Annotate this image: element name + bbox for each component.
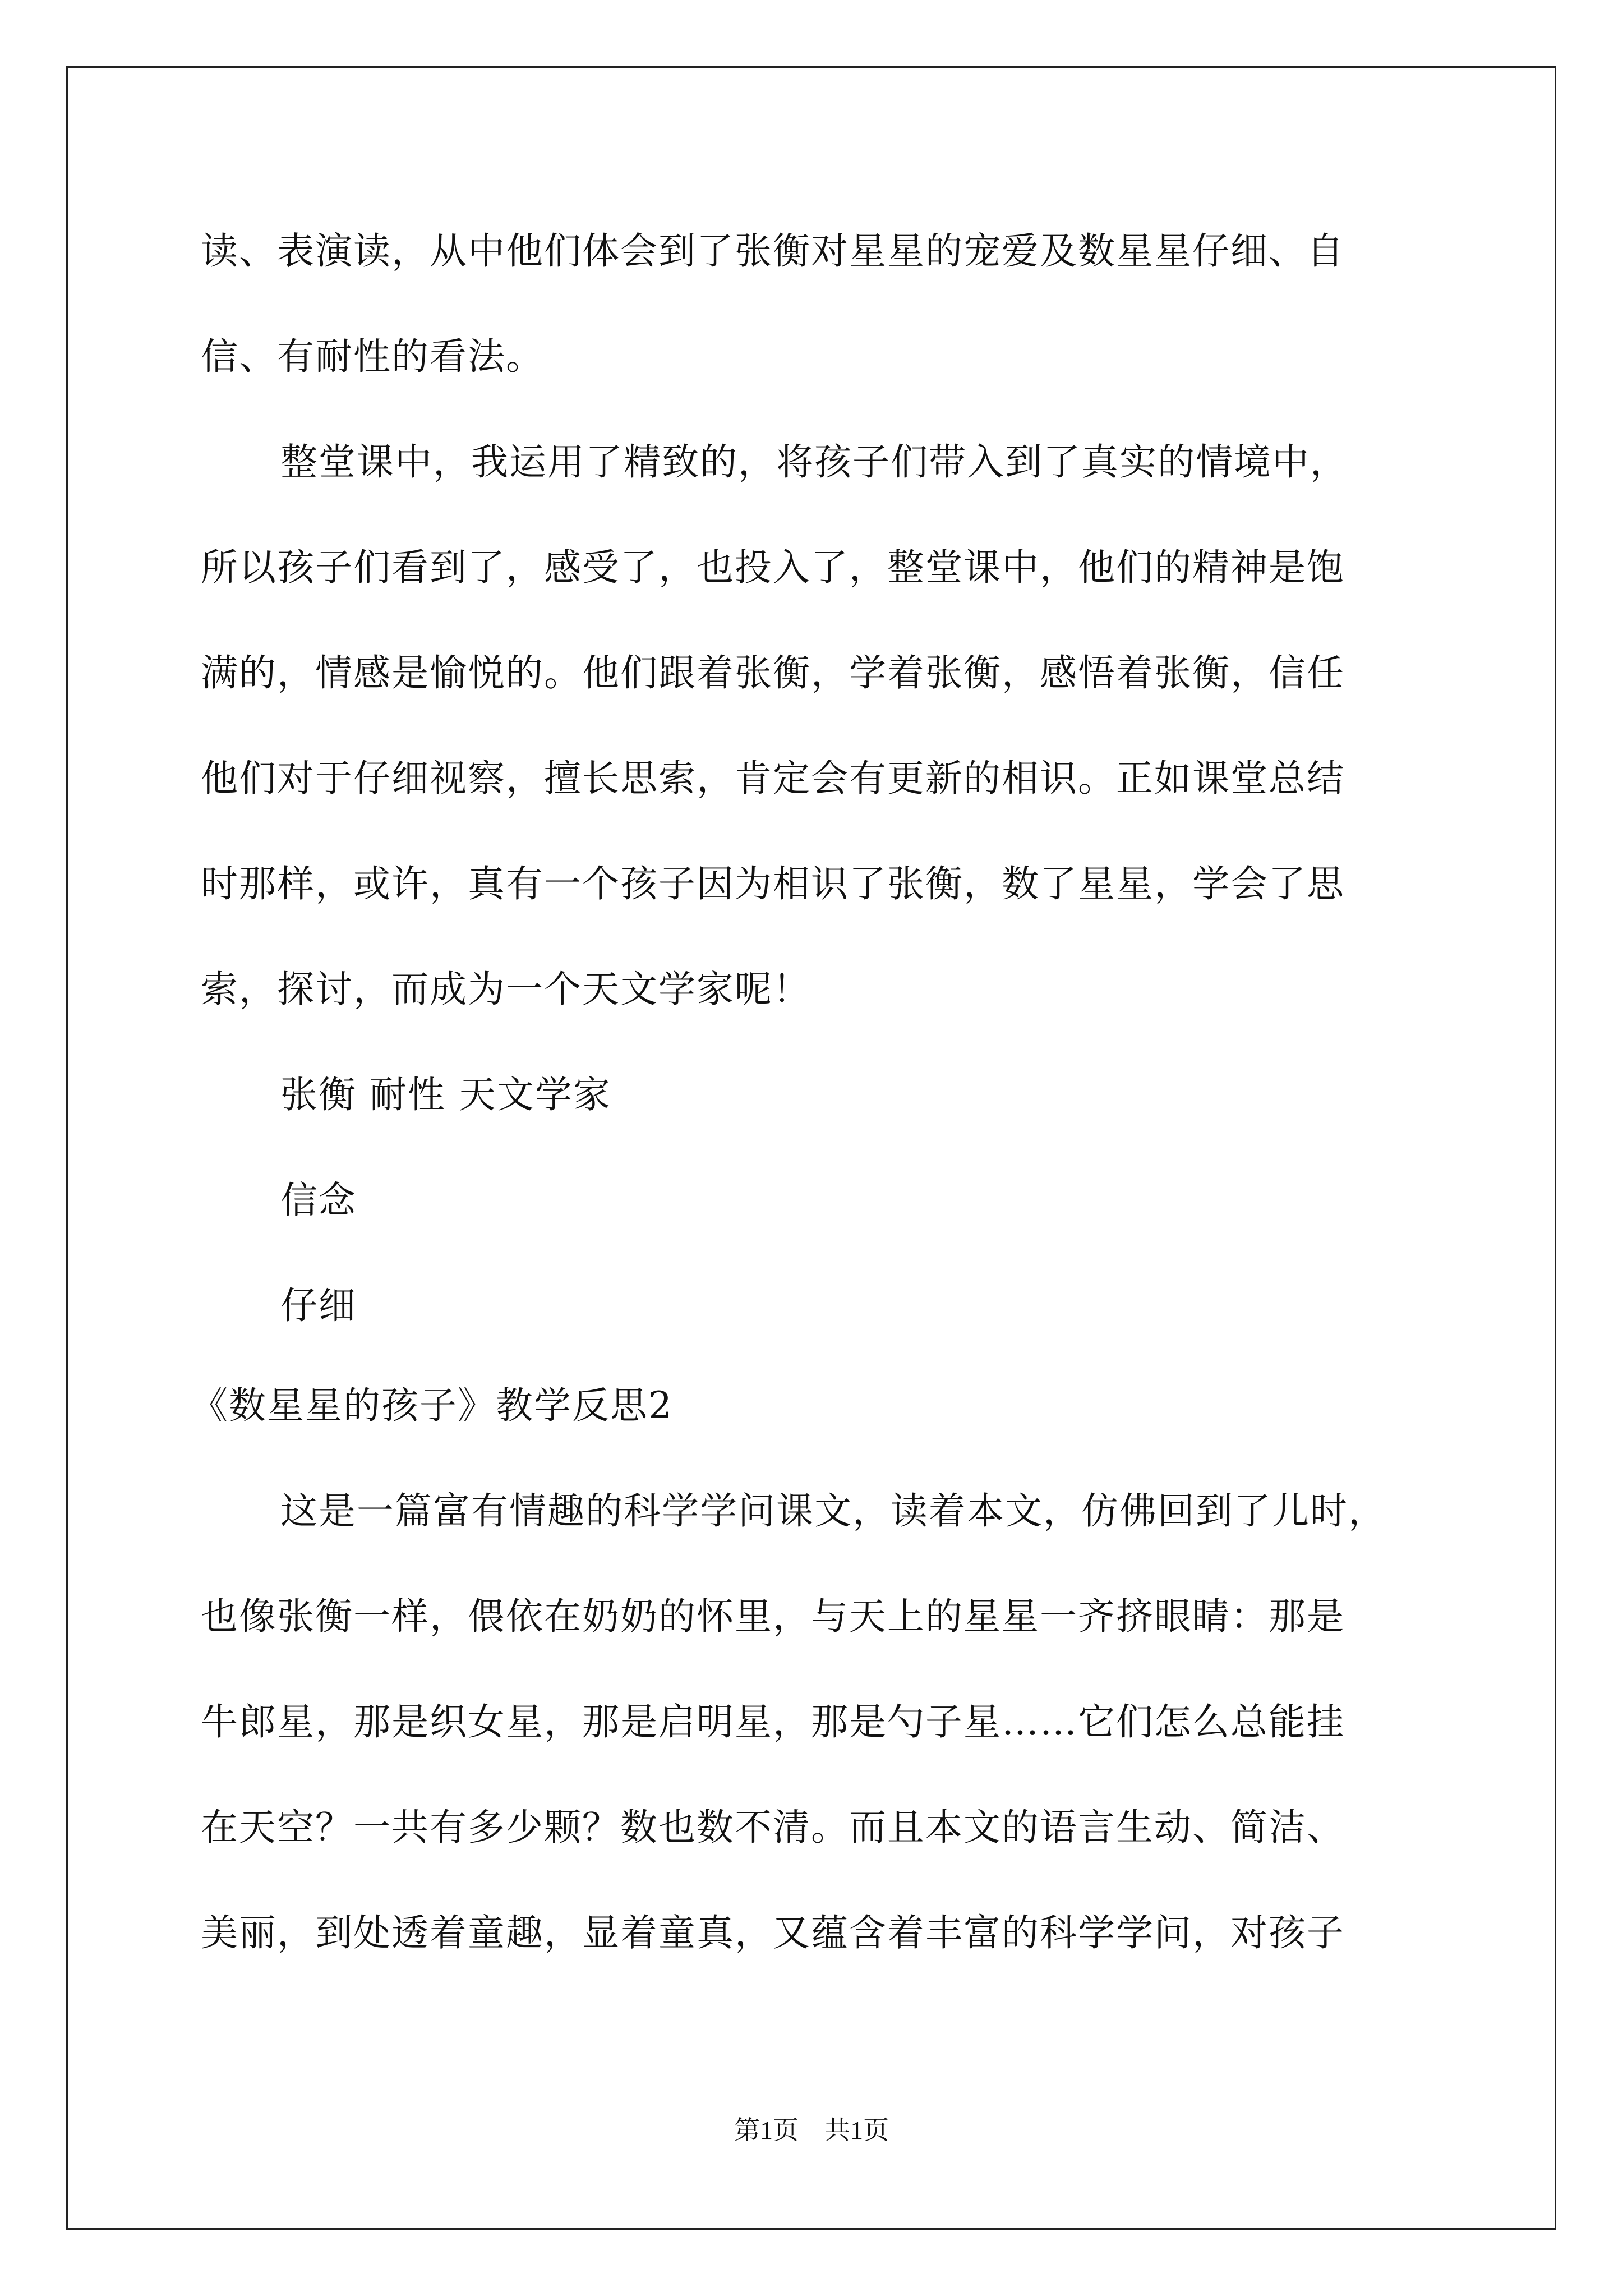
page-border	[66, 66, 1556, 2230]
paragraph-line: 这是一篇富有情趣的科学学问课文，读着本文，仿佛回到了儿时，	[280, 1489, 1386, 1533]
paragraph-line: 所以孩子们看到了，感受了，也投入了，整堂课中，他们的精神是饱	[201, 546, 1345, 589]
section-title: 《数星星的孩子》教学反思2	[191, 1384, 673, 1427]
paragraph-line: 美丽，到处透着童趣，显着童真，又蕴含着丰富的科学学问，对孩子	[201, 1911, 1345, 1954]
paragraph-line: 满的，情感是愉悦的。他们跟着张衡，学着张衡，感悟着张衡，信任	[201, 651, 1345, 694]
paragraph-line: 时那样，或许，真有一个孩子因为相识了张衡，数了星星，学会了思	[201, 862, 1345, 905]
keyword-line: 张衡 耐性 天文学家	[280, 1073, 611, 1116]
paragraph-line: 牛郎星，那是织女星，那是启明星，那是勺子星……它们怎么总能挂	[201, 1700, 1345, 1743]
paragraph-line: 索，探讨，而成为一个天文学家呢！	[201, 968, 811, 1011]
paragraph-line: 信、有耐性的看法。	[201, 335, 544, 378]
paragraph-line: 也像张衡一样，偎依在奶奶的怀里，与天上的星星一齐挤眼睛：那是	[201, 1595, 1345, 1638]
paragraph-line: 整堂课中，我运用了精致的，将孩子们带入到了真实的情境中，	[280, 440, 1348, 484]
page-footer: 第1页 共1页	[734, 2116, 889, 2145]
paragraph-line: 在天空？一共有多少颗？数也数不清。而且本文的语言生动、简洁、	[201, 1806, 1345, 1849]
keyword-line: 仔细	[280, 1284, 357, 1327]
keyword-line: 信念	[280, 1179, 357, 1222]
paragraph-line: 读、表演读，从中他们体会到了张衡对星星的宠爱及数星星仔细、自	[201, 229, 1345, 273]
paragraph-line: 他们对于仔细视察，擅长思索，肯定会有更新的相识。正如课堂总结	[201, 757, 1345, 800]
